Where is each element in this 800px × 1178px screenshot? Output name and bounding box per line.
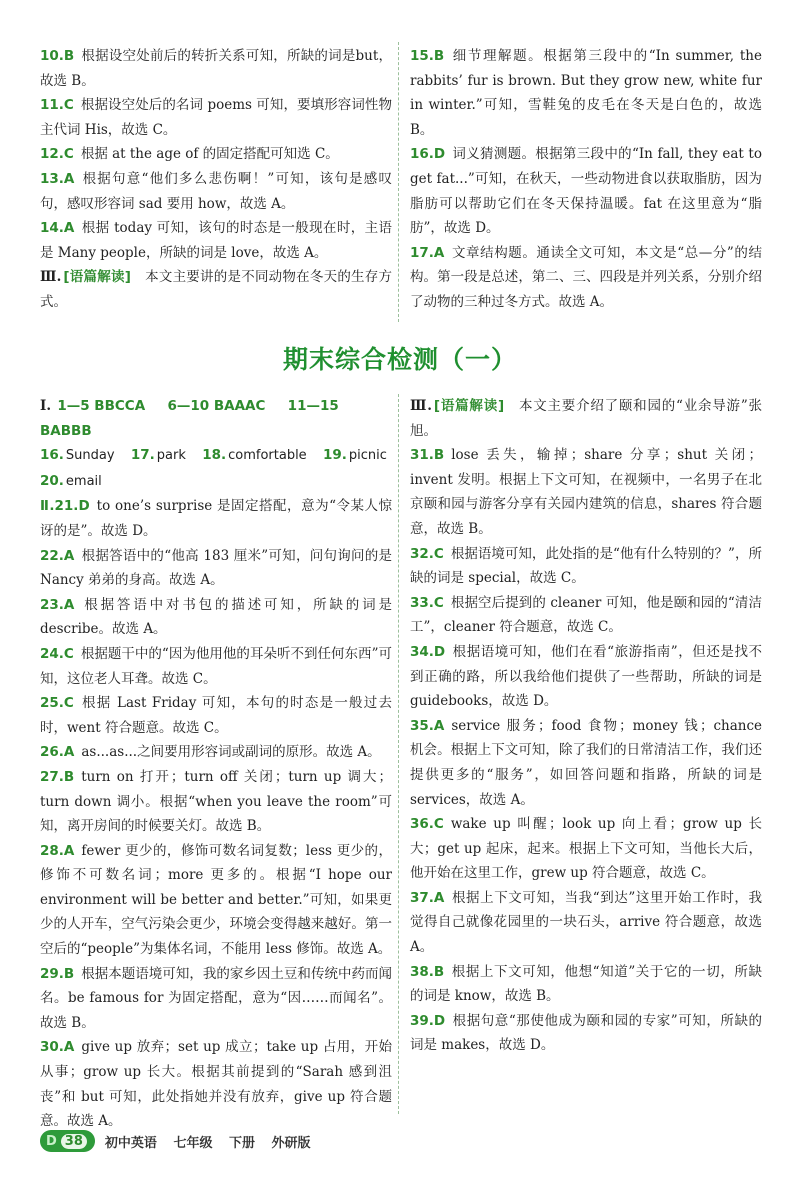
- answer-item: 39.D 根据句意“那使他成为颐和园的专家”可知，所缺的词是 makes，故选 D。: [410, 1012, 762, 1054]
- answer-item: 31.B lose 丢失，输掉；share 分享；shut 关闭；invent 发明。根据上下文可知，在视频中，一名男子在北京颐和园与游客分享有关园内建筑的信息，shares 符合题意，故选 B。: [410, 447, 762, 537]
- answer-item: 22.A 根据答语中的“他高 183 厘米”可知，问句询问的是 Nancy 弟弟的身高。故选 A。: [40, 547, 392, 589]
- column-divider: [398, 394, 399, 1114]
- answer-item: 28.A fewer 更少的，修饰可数名词复数；less 更少的，修饰不可数名词；more 更多的。根据“I hope our environment will be better and better.”可知，如果更少的人开车，空气污染会更少，环境会变得越来越好。第一空后的“people”为集体名词，不能用 less 修饰。故选 A。: [40, 842, 392, 958]
- answer-item: Ⅱ.21.D to one’s surprise 是固定搭配，意为“令某人惊讶的是”。故选 D。: [40, 498, 392, 539]
- answer-item: 11.C 根据设空处后的名词 poems 可知，要填形容词性物主代词 His，故选 C。: [40, 97, 392, 138]
- word-answers: 16. Sunday 17. park 18. comfortable 19. picnic: [40, 447, 387, 464]
- answer-item: 12.C 根据 at the age of 的固定搭配可知选 C。: [40, 146, 339, 163]
- answer-key-line: Ⅰ. 1—5 BBCCA 6—10 BAAAC 11—15 BABBB: [40, 398, 339, 439]
- answer-item: 26.A as...as...之间要用形容词或副词的原形。故选 A。: [40, 744, 381, 761]
- answer-item: 38.B 根据上下文可知，他想“知道”关于它的一切，所缺的词是 know，故选 B。: [410, 963, 762, 1005]
- answer-item: 36.C wake up 叫醒；look up 向上看；grow up 长大；get up 起床，起来。根据上下文可知，当他长大后，他开始在这里工作，grew up 符合题意，故选 C。: [410, 816, 762, 882]
- bottom-right-column: [410, 394, 762, 1058]
- answer-item: 37.A 根据上下文可知，当我“到达”这里开始工作时，我觉得自己就像花园里的一块石头，arrive 符合题意，故选 A。: [410, 889, 762, 956]
- answer-item: 33.C 根据空后提到的 cleaner 可知，他是颐和园的“清洁工”，cleaner 符合题意，故选 C。: [410, 594, 762, 636]
- answer-item: 32.C 根据语境可知，此处指的是“他有什么特别的？”，所缺的词是 special，故选 C。: [410, 545, 762, 587]
- answer-item: 25.C 根据 Last Friday 可知，本句的时态是一般过去时，went 符合题意。故选 C。: [40, 695, 392, 736]
- answer-item: 23.A 根据答语中对书包的描述可知，所缺的词是describe。故选 A。: [40, 596, 392, 638]
- answer-item: 24.C 根据题干中的“因为他用他的耳朵听不到任何东西”可知，这位老人耳聋。故选 C。: [40, 645, 392, 687]
- answer-item: 29.B 根据本题语境可知，我的家乡因土豆和传统中药而闻名。be famous for 为固定搭配，意为“因……而闻名”。故选 B。: [40, 965, 392, 1031]
- answer-item: 13.A 根据句意“他们多么悲伤啊！”可知，该句是感叹句，感叹形容词 sad 要用 how，故选 A。: [40, 170, 392, 212]
- page-number-badge: D 38: [40, 1130, 95, 1152]
- book-info: 初中英语 七年级 下册 外研版: [104, 1135, 311, 1151]
- passage-summary: Ⅲ. [语篇解读] 本文主要讲的是不同动物在冬天的生存方式。: [40, 269, 393, 310]
- word-answers-2: 20. email: [40, 472, 102, 489]
- answer-item: 15.B 细节理解题。根据第三段中的“In summer, the rabbits’ fur is brown. But they grow new, white fur in winter.”可知，雪鞋兔的皮毛在冬天是白色的，故选 B。: [410, 48, 762, 138]
- answer-item: 10.B 根据设空处前后的转折关系可知，所缺的词是but，故选 B。: [40, 48, 392, 89]
- bottom-left-column: [40, 394, 392, 1134]
- column-divider: [398, 42, 399, 322]
- top-right-column: [410, 44, 762, 315]
- passage-summary: Ⅲ. [语篇解读] 本文主要介绍了颐和园的“业余导游”张旭。: [410, 398, 763, 439]
- answer-item: 30.A give up 放弃；set up 成立；take up 占用，开始从事；grow up 长大。根据其前提到的“Sarah 感到沮丧”和 but 可知，此处指她并没有放弃，give up 符合题意。故选 A。: [40, 1039, 392, 1130]
- answer-item: 27.B turn on 打开；turn off 关闭；turn up 调大；turn down 调小。根据“when you leave the room”可知，离开房间的时候要关灯。故选 B。: [40, 768, 392, 835]
- answer-item: 17.A 文章结构题。通读全文可知，本文是“总—分”的结构。第一段是总述，第二、三、四段是并列关系，分别介绍了动物的三种过冬方式。故选 A。: [410, 244, 762, 310]
- page-footer: [40, 1129, 323, 1153]
- answer-item: 34.D 根据语境可知，他们在看“旅游指南”，但还是找不到正确的路，所以我给他们提供了一些帮助，所缺的词是 guidebooks，故选 D。: [410, 643, 762, 710]
- top-left-column: [40, 44, 392, 315]
- answer-item: 14.A 根据 today 可知，该句的时态是一般现在时，主语是 Many people，所缺的词是 love，故选 A。: [40, 220, 392, 261]
- page-number: 38: [61, 1134, 87, 1149]
- section-title: 期末综合检测（一）: [282, 345, 517, 374]
- answer-item: 16.D 词义猜测题。根据第三段中的“In fall, they eat to get fat...”可知，在秋天，一些动物进食以获取脂肪，因为脂肪可以帮助它们在冬天保持温暖。fat 在这里意为“脂肪”，故选 D。: [410, 146, 762, 237]
- answer-item: 35.A service 服务；food 食物；money 钱；chance 机会。根据上下文可知，除了我们的日常清洁工作，我们还提供更多的“服务”，如回答问题和指路，所缺的词是 services，故选 A。: [410, 717, 762, 808]
